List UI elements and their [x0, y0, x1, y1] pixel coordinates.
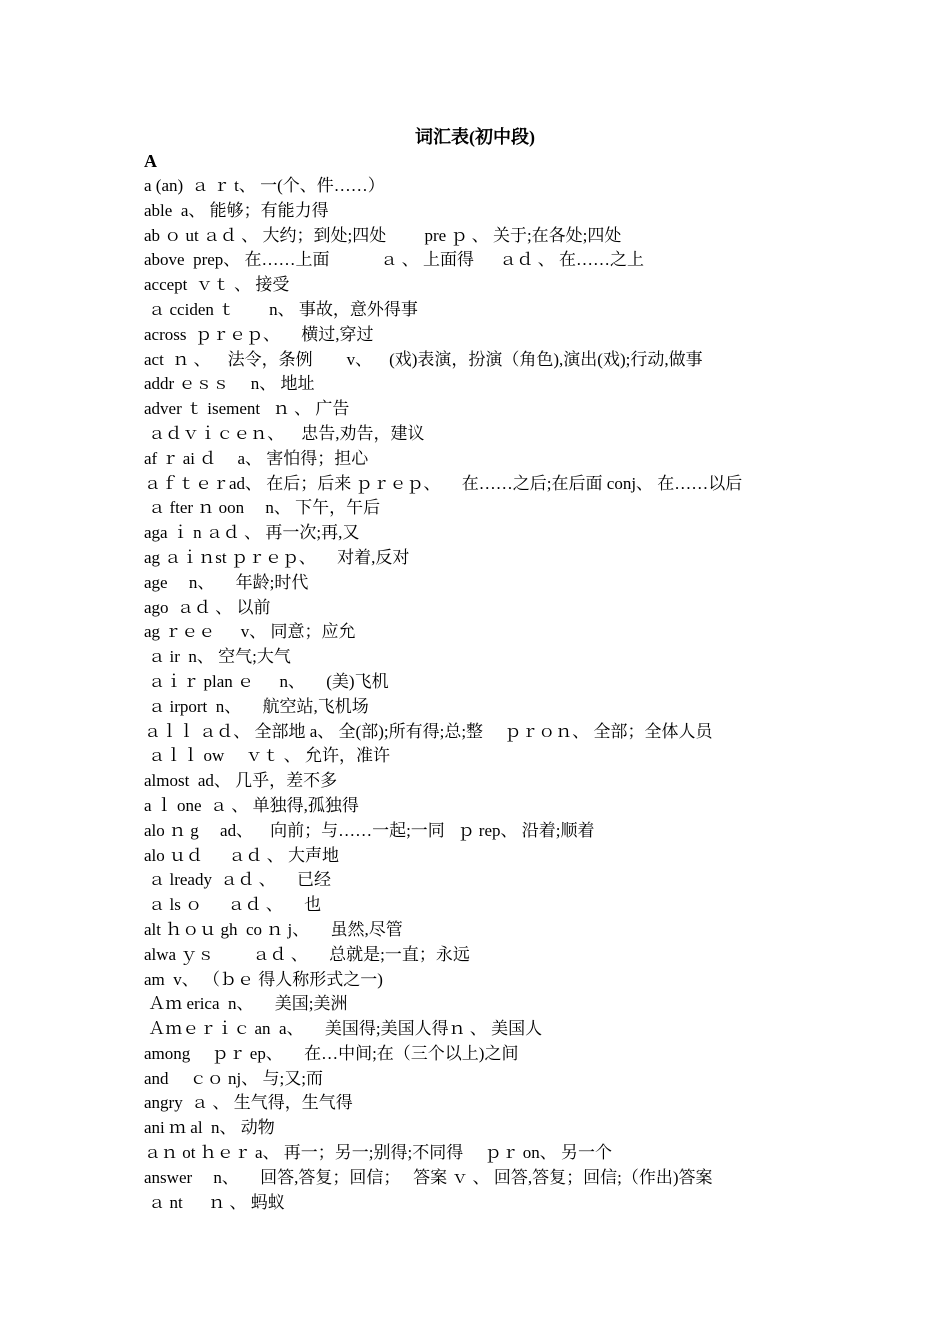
vocabulary-entry: ａ fter ｎ oon n、 下午，午后	[144, 498, 381, 518]
vocabulary-entry: aga ｉ n ａｄ 、 再一次;再,又	[144, 523, 360, 543]
vocabulary-entry: above prep、 在……上面 ａ 、 上面得 ａｄ 、 在……之上	[144, 250, 645, 270]
vocabulary-entry: ａ lready ａｄ 、 已经	[144, 870, 331, 890]
vocabulary-entry: ａ cciden ｔ n、 事故，意外得事	[144, 299, 418, 319]
vocabulary-entry: Ａｍｅｒｉｃ an a、 美国得;美国人得ｎ 、 美国人	[144, 1019, 543, 1039]
vocabulary-entry: ab ｏ ut ａｄ 、 大约；到处;四处 pre ｐ 、 关于;在各处;四处	[144, 225, 622, 245]
vocabulary-entry: among ｐｒ ep、 在…中间;在（三个以上)之间	[144, 1043, 519, 1063]
vocabulary-entry: and ｃｏ nj、 与;又;而	[144, 1068, 323, 1088]
vocabulary-entry: am v、 （ｂｅ 得人称形式之一)	[144, 969, 383, 989]
vocabulary-entry: age n、 年龄;时代	[144, 572, 309, 592]
vocabulary-entry: ａｎ ot ｈｅｒ a、 再一；另一;别得;不同得 ｐｒ on、 另一个	[144, 1143, 612, 1163]
vocabulary-list	[144, 174, 844, 1215]
vocabulary-entry: ag ｒｅｅ v、 同意；应允	[144, 622, 356, 642]
vocabulary-entry: accept ｖｔ 、 接受	[144, 275, 290, 295]
vocabulary-entry: ａｌｌ ow ｖｔ 、 允许，准许	[144, 746, 391, 766]
vocabulary-entry: angry ａ 、 生气得，生气得	[144, 1093, 353, 1113]
vocabulary-entry: almost ad、 几乎，差不多	[144, 771, 338, 791]
vocabulary-entry: alt ｈｏｕ gh co ｎ j、 虽然,尽管	[144, 919, 403, 939]
vocabulary-entry: ａ irport n、 航空站,飞机场	[144, 696, 369, 716]
vocabulary-entry: a ｌ one ａ 、 单独得,孤独得	[144, 795, 359, 815]
vocabulary-entry: a (an) ａ ｒ t、 一(个、件……）	[144, 176, 385, 195]
vocabulary-entry: ａｄｖｉｃｅｎ、 忠告,劝告，建议	[144, 423, 425, 443]
document-title: 词汇表(初中段)	[415, 127, 535, 147]
vocabulary-entry: act ｎ 、 法令，条例 v、 (戏)表演，扮演（角色),演出(戏);行动,做事	[144, 349, 703, 369]
vocabulary-entry: addr ｅｓｓ n、 地址	[144, 374, 315, 394]
vocabulary-entry: ａ ir n、 空气;大气	[144, 647, 291, 667]
vocabulary-entry: adver ｔ isement ｎ 、 广告	[144, 399, 350, 419]
vocabulary-entry: alo ｎ g ad、 向前；与……一起;一同 ｐ rep、 沿着;顺着	[144, 820, 595, 840]
vocabulary-entry: able a、 能够；有能力得	[144, 200, 329, 220]
vocabulary-entry: ａ ls ｏ ａｄ 、 也	[144, 895, 322, 915]
vocabulary-entry: across ｐｒｅｐ、 横过,穿过	[144, 324, 374, 344]
vocabulary-entry: ａｉｒ plan ｅ n、 (美)飞机	[144, 671, 389, 691]
vocabulary-entry: alo ｕｄ ａｄ 、 大声地	[144, 845, 340, 865]
section-heading: A	[144, 151, 157, 171]
vocabulary-entry: ago ａｄ 、 以前	[144, 597, 271, 617]
vocabulary-entry: ａｌｌ ａｄ、 全部地 a、 全(部);所有得;总;整 ｐｒｏｎ、 全部；全体人员	[144, 721, 713, 741]
vocabulary-entry: answer n、 回答,答复；回信； 答案 ｖ 、 回答,答复；回信;（作出)答案	[144, 1167, 713, 1187]
vocabulary-entry: ａｆｔｅｒad、 在后；后来 ｐｒｅｐ、 在……之后;在后面 conj、 在……以后	[144, 473, 743, 493]
vocabulary-entry: ani ｍ al n、 动物	[144, 1118, 275, 1138]
vocabulary-entry: ag ａｉｎst ｐｒｅｐ、 对着,反对	[144, 547, 410, 567]
vocabulary-entry: alwa ｙｓ ａｄ 、 总就是;一直；永远	[144, 944, 470, 964]
vocabulary-entry: af ｒ ai ｄ a、 害怕得；担心	[144, 448, 369, 468]
vocabulary-entry: ａ nt ｎ 、 蚂蚁	[144, 1192, 285, 1212]
vocabulary-entry: Ａｍ erica n、 美国;美洲	[144, 994, 348, 1014]
